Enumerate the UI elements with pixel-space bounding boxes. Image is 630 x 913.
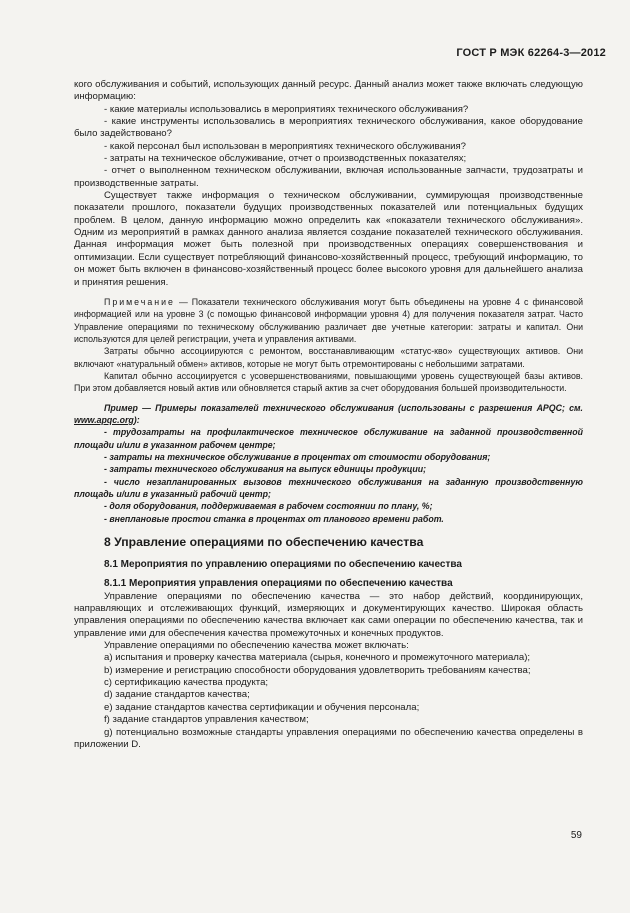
list-item: - какие инструменты использовались в мероприятиях технического обслуживания, какое оборудование было задействовано? (74, 116, 583, 140)
paragraph: Управление операциями по обеспечению качества — это набор действий, координирующих, направляющих и отслеживающих функций, измеряющих и документирующих качество. Широкая область управления операциями по обеспечению качества включает как сами операции по обеспечению качества, так и управление ими для обеспечения качества промежуточных и конечных продуктов. (74, 590, 583, 639)
list-item: e) задание стандартов качества сертификации и обучения персонала; (104, 701, 420, 713)
note-text: — Показатели технического обслуживания могут быть объединены на уровне 4 с финансовой информацией или на уровне 3 (с помощью финансовой информации уровня 4) для получения показателя затрат. Часто Управление операциями по техническому обслуживанию различает две учетные категории: затраты и капитал. Они используются для целей регистрации, учета и управления активами. (74, 296, 583, 344)
page-number: 59 (570, 830, 582, 841)
list-item: - затраты на техническое обслуживание, отчет о производственных показателях; (104, 153, 467, 165)
example-item: - трудозатраты на профилактическое техническое обслуживание на заданной производственной площади и/или в указанном рабочем центре; (74, 427, 583, 450)
document-body (74, 79, 583, 751)
example-item: - затраты технического обслуживания на выпуск единицы продукции; (104, 464, 427, 475)
example-intro: Пример — Примеры показателей технического обслуживания (использованы с разрешения APQC; см. www.apqc.org): (74, 402, 583, 425)
note-label: Примечание (104, 296, 175, 307)
list-item: c) сертификацию качества продукта; (104, 677, 269, 689)
example-item: - доля оборудования, поддерживаемая в рабочем состоянии по плану, %; (104, 501, 433, 512)
paragraph: кого обслуживания и событий, использующих данный ресурс. Данный анализ может также включать следующую информацию: (74, 79, 583, 103)
subsubsection-heading: 8.1.1 Мероприятия управления операциями по обеспечению качества (104, 578, 453, 590)
list-item: f) задание стандартов управления качеством; (104, 714, 309, 726)
list-item: - отчет о выполненном техническом обслуживании, включая использованные запчасти, трудозатраты и производственные затраты. (74, 165, 583, 189)
list-item: b) измерение и регистрацию способности оборудования удовлетворить требованиям качества; (104, 664, 531, 676)
paragraph: Управление операциями по обеспечению качества может включать: (104, 640, 409, 652)
paragraph: Существует также информация о техническом обслуживании, суммирующая производственные показатели прошлого, показатели будущих производственных показателей или потенциальных будущих проблем. В целом, данную информацию можно определить как «показатели технического обслуживания». Одним из мероприятий в рамках данного анализа является создание показателей технического обслуживания. Данная информация может быть полезной при производственных операциях совершенствования и оптимизации. Если существует потребляющий финансово-хозяйственный процесс, требующий информацию, то он может быть включен в финансово-хозяйственный процесс более высокого уровня для дальнейшего анализа и принятия решения. (74, 190, 583, 288)
example-item: - число незапланированных вызовов технического обслуживания на заданную производственную площадь и/или в указанный рабочий центр; (74, 476, 583, 499)
list-item: a) испытания и проверку качества материала (сырья, конечного и промежуточного материала); (104, 652, 531, 664)
standard-header: ГОСТ Р МЭК 62264-3—2012 (456, 47, 606, 59)
list-item: - какой персонал был использован в мероприятиях технического обслуживания? (104, 140, 467, 152)
subsection-heading: 8.1 Мероприятия по управлению операциями по обеспечению качества (104, 559, 462, 571)
section-heading: 8 Управление операциями по обеспечению качества (104, 535, 424, 550)
list-item: g) потенциально возможные стандарты управления операциями по обеспечению качества определены в приложении D. (74, 726, 583, 750)
note-paragraph: Затраты обычно ассоциируются с ремонтом, восстанавливающим «статус-кво» существующих активов. Они включают «натуральный обмен» активов, которые не могут быть отремонтированы с небольшими затратами. (74, 346, 583, 369)
list-item: d) задание стандартов качества; (104, 689, 250, 701)
note-paragraph: Капитал обычно ассоциируется с усовершенствованиями, повышающими уровень существующей базы активов. При этом добавляется новый актив или обновляется старый актив за счет оборудования большей производительности. (74, 370, 583, 394)
list-item: - какие материалы использовались в мероприятиях технического обслуживания? (104, 103, 469, 115)
example-item: - внеплановые простои станка в процентах от планового времени работ. (104, 513, 444, 524)
example-item: - затраты на техническое обслуживание в процентах от стоимости оборудования; (104, 451, 491, 462)
apqc-link[interactable]: www.apqc.org (74, 414, 134, 425)
note (74, 296, 583, 345)
